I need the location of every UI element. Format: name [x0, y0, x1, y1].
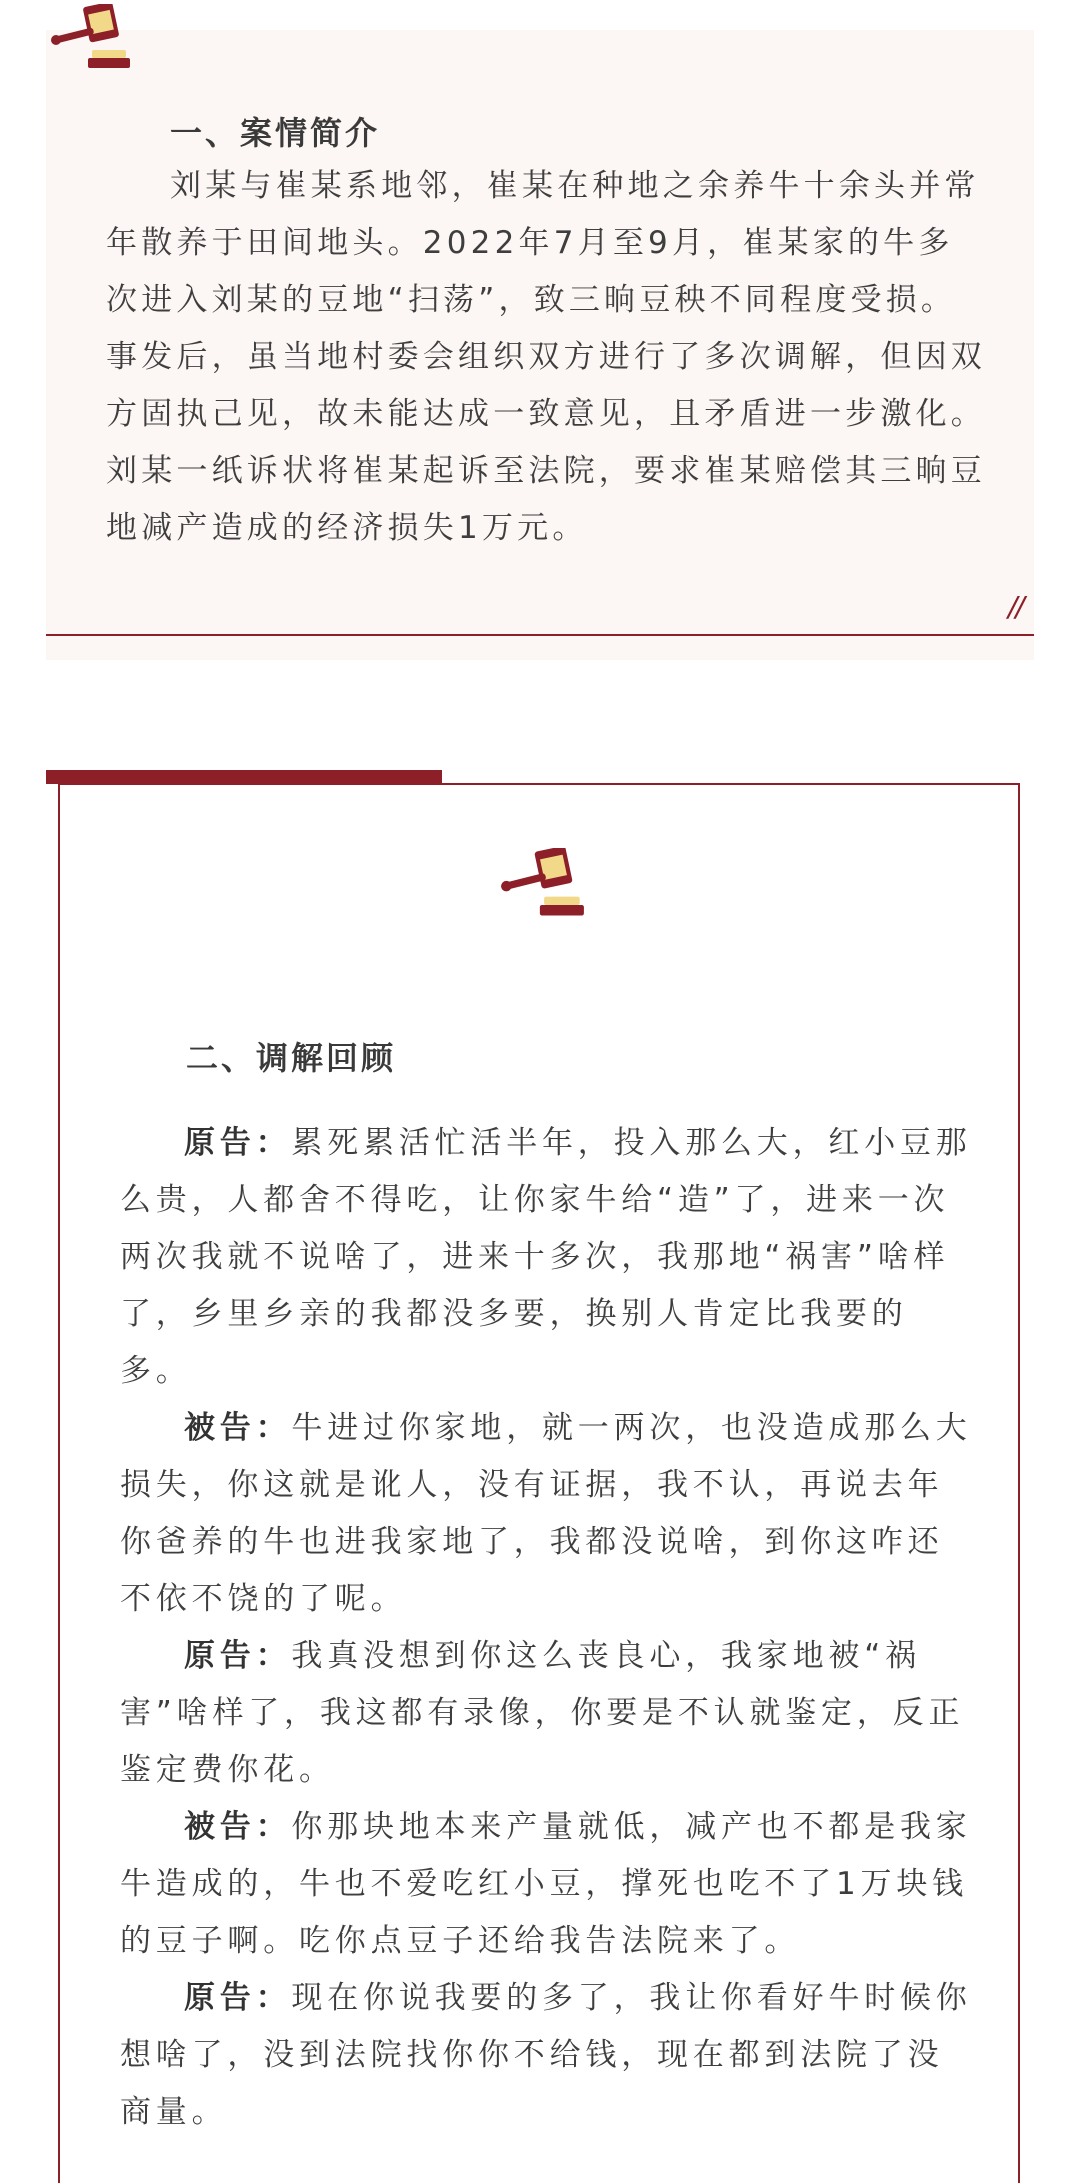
dialog-item — [120, 1115, 976, 1400]
dialog-text: 累死累活忙活半年，投入那么大，红小豆那么贵，人都舍不得吃，让你家牛给“造”了，进来一次两次我就不说啥了，进来十多次，我那地“祸害”啥样了，乡里乡亲的我都没多要，换别人肯定比我要的多。 — [120, 1125, 972, 1389]
end-mark: // — [1008, 590, 1023, 623]
accent-bar — [46, 770, 442, 784]
speaker-label: 原告： — [184, 1638, 292, 1674]
divider — [46, 634, 1034, 636]
case-paragraph: 刘某与崔某系地邻，崔某在种地之余养牛十余头并常年散养于田间地头。2022年7月至9月，崔某家的牛多次进入刘某的豆地“扫荡”，致三晌豆秧不同程度受损。事发后，虽当地村委会组织双方进行了多次调解，但因双方固执己见，故未能达成一致意见，且矛盾进一步激化。刘某一纸诉状将崔某起诉至法院，要求崔某赔偿其三晌豆地减产造成的经济损失1万元。 — [106, 168, 986, 546]
gavel-icon — [50, 4, 132, 70]
section-heading: 二、调解回顾 — [186, 1039, 397, 1077]
dialog-item — [120, 1799, 976, 1970]
dialog-item — [120, 1400, 976, 1628]
dialog-text: 我真没想到你这么丧良心，我家地被“祸害”啥样了，我这都有录像，你要是不认就鉴定，反正鉴定费你花。 — [120, 1638, 965, 1788]
dialog-text: 现在你说我要的多了，我让你看好牛时候你想啥了，没到法院找你你不给钱，现在都到法院了没商量。 — [120, 1980, 972, 2130]
dialog-item — [120, 1970, 976, 2141]
speaker-label: 原告： — [184, 1980, 292, 2016]
gavel-icon — [500, 848, 586, 918]
dialog-text: 你那块地本来产量就低，减产也不都是我家牛造成的，牛也不爱吃红小豆，撑死也吃不了1万块钱的豆子啊。吃你点豆子还给我告法院来了。 — [120, 1809, 972, 1959]
dialog-list — [120, 1115, 976, 2141]
speaker-label: 被告： — [184, 1809, 292, 1845]
speaker-label: 被告： — [184, 1410, 292, 1446]
dialog-text: 牛进过你家地，就一两次，也没造成那么大损失，你这就是讹人，没有证据，我不认，再说去年你爸养的牛也进我家地了，我都没说啥，到你这咋还不依不饶的了呢。 — [120, 1410, 972, 1617]
dialog-item — [120, 1628, 976, 1799]
section-heading: 一、案情简介 — [170, 114, 381, 152]
speaker-label: 原告： — [184, 1125, 292, 1161]
